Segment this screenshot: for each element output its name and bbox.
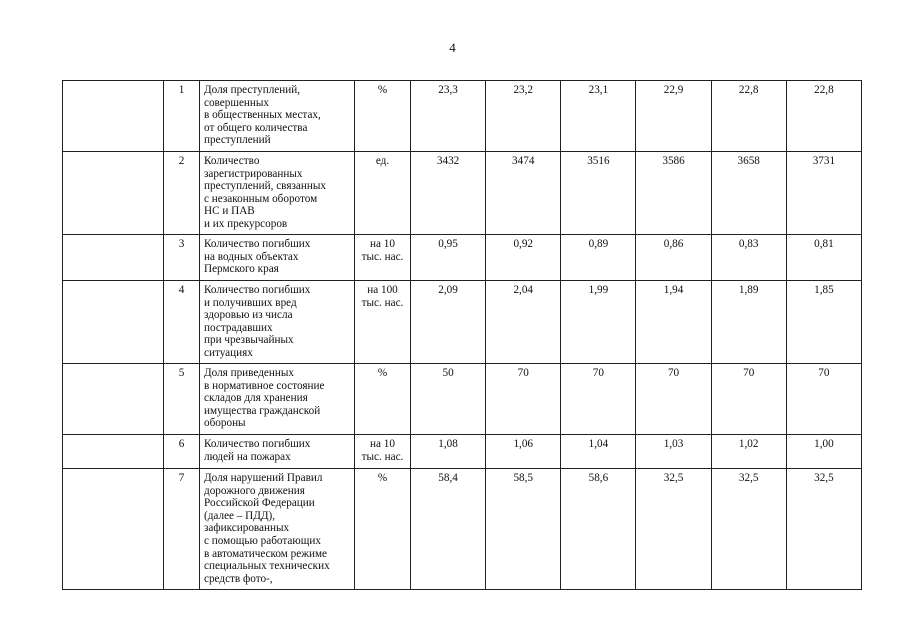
row-number: 4: [164, 281, 200, 364]
value-cell: 1,94: [636, 281, 711, 364]
value-cell: 70: [561, 364, 636, 435]
indicator-name: Количество погибших и получивших вред здоровью из числа пострадавших при чрезвычайных ситуациях: [200, 281, 355, 364]
table-row: [63, 281, 862, 364]
row-number: 6: [164, 435, 200, 469]
unit-cell: %: [355, 469, 411, 590]
blank-cell: [63, 281, 164, 364]
value-cell: 3586: [636, 152, 711, 235]
value-cell: 1,00: [786, 435, 861, 469]
value-cell: 23,2: [486, 81, 561, 152]
value-cell: 70: [786, 364, 861, 435]
value-cell: 0,89: [561, 235, 636, 281]
value-cell: 2,04: [486, 281, 561, 364]
value-cell: 58,5: [486, 469, 561, 590]
value-cell: 58,4: [411, 469, 486, 590]
value-cell: 0,92: [486, 235, 561, 281]
value-cell: 0,81: [786, 235, 861, 281]
unit-cell: ед.: [355, 152, 411, 235]
indicator-name: Количество погибших людей на пожарах: [200, 435, 355, 469]
value-cell: 3474: [486, 152, 561, 235]
indicator-name: Количество погибших на водных объектах Пермского края: [200, 235, 355, 281]
value-cell: 32,5: [786, 469, 861, 590]
value-cell: 1,04: [561, 435, 636, 469]
indicator-name: Доля приведенных в нормативное состояние складов для хранения имущества гражданской обороны: [200, 364, 355, 435]
blank-cell: [63, 435, 164, 469]
value-cell: 32,5: [636, 469, 711, 590]
value-cell: 58,6: [561, 469, 636, 590]
row-number: 7: [164, 469, 200, 590]
value-cell: 70: [711, 364, 786, 435]
table-row: [63, 364, 862, 435]
table-row: [63, 435, 862, 469]
value-cell: 0,95: [411, 235, 486, 281]
value-cell: 50: [411, 364, 486, 435]
table-row: [63, 81, 862, 152]
value-cell: 3731: [786, 152, 861, 235]
unit-cell: на 10 тыс. нас.: [355, 235, 411, 281]
blank-cell: [63, 364, 164, 435]
value-cell: 1,03: [636, 435, 711, 469]
value-cell: 70: [486, 364, 561, 435]
value-cell: 2,09: [411, 281, 486, 364]
row-number: 5: [164, 364, 200, 435]
value-cell: 1,02: [711, 435, 786, 469]
unit-cell: на 10 тыс. нас.: [355, 435, 411, 469]
unit-cell: %: [355, 364, 411, 435]
table-row: [63, 469, 862, 590]
indicators-table: [62, 80, 862, 590]
indicator-name: Количество зарегистрированных преступлений, связанных с незаконным оборотом НС и ПАВ и их прекурсоров: [200, 152, 355, 235]
indicator-name: Доля преступлений, совершенных в общественных местах, от общего количества преступлений: [200, 81, 355, 152]
row-number: 2: [164, 152, 200, 235]
value-cell: 3516: [561, 152, 636, 235]
value-cell: 23,1: [561, 81, 636, 152]
value-cell: 1,99: [561, 281, 636, 364]
value-cell: 22,8: [786, 81, 861, 152]
indicator-name: Доля нарушений Правил дорожного движения Российской Федерации (далее – ПДД), зафиксированных с помощью работающих в автоматическом режиме специальных технических средств фото-,: [200, 469, 355, 590]
value-cell: 3432: [411, 152, 486, 235]
value-cell: 32,5: [711, 469, 786, 590]
blank-cell: [63, 469, 164, 590]
value-cell: 0,86: [636, 235, 711, 281]
value-cell: 1,89: [711, 281, 786, 364]
value-cell: 3658: [711, 152, 786, 235]
value-cell: 23,3: [411, 81, 486, 152]
unit-cell: %: [355, 81, 411, 152]
page-number: 4: [449, 40, 456, 55]
table-row: [63, 235, 862, 281]
value-cell: 1,08: [411, 435, 486, 469]
blank-cell: [63, 152, 164, 235]
value-cell: 22,8: [711, 81, 786, 152]
value-cell: 0,83: [711, 235, 786, 281]
value-cell: 22,9: [636, 81, 711, 152]
unit-cell: на 100 тыс. нас.: [355, 281, 411, 364]
blank-cell: [63, 235, 164, 281]
blank-cell: [63, 81, 164, 152]
value-cell: 70: [636, 364, 711, 435]
value-cell: 1,06: [486, 435, 561, 469]
value-cell: 1,85: [786, 281, 861, 364]
row-number: 3: [164, 235, 200, 281]
row-number: 1: [164, 81, 200, 152]
table-row: [63, 152, 862, 235]
